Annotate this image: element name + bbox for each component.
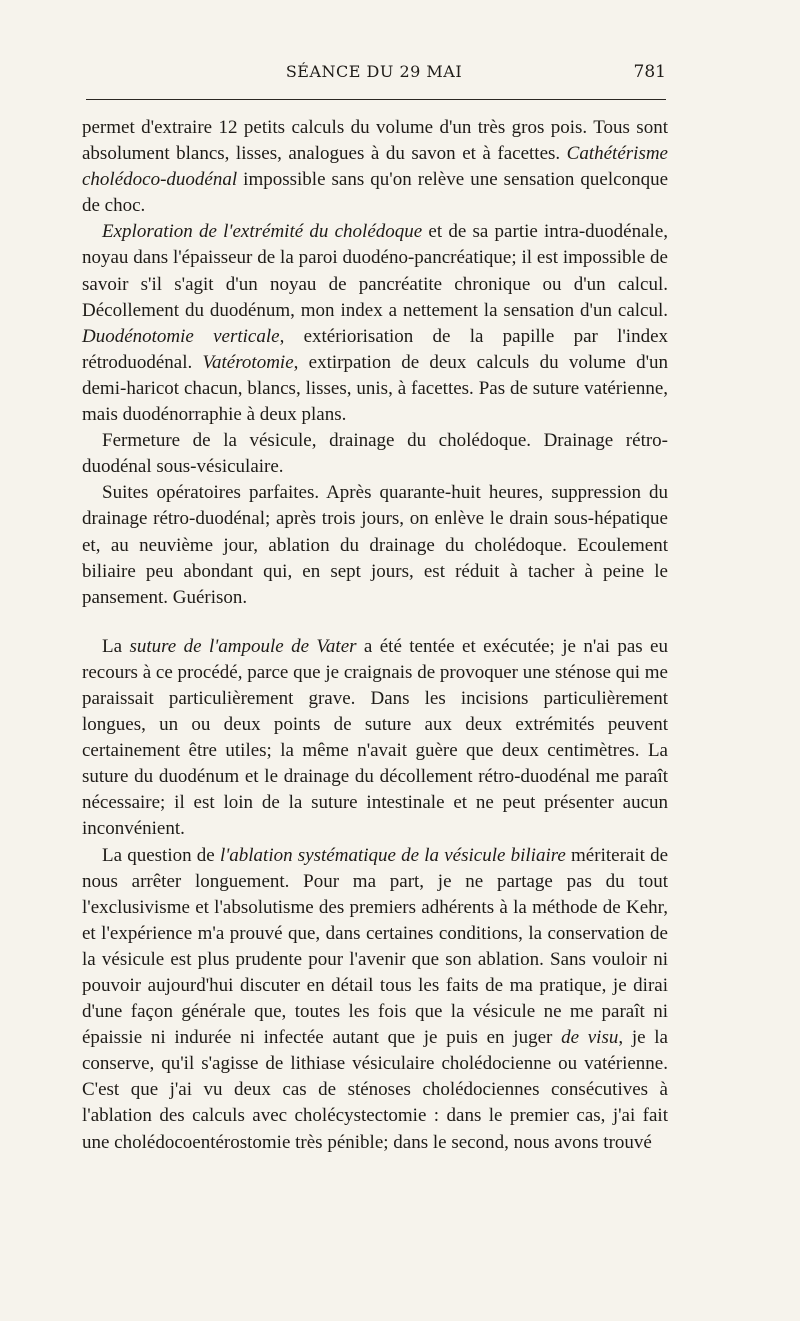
paragraph-2-seg-2: et de sa partie intra-duodénale, noyau dans l'épaisseur de la paroi duodéno-pancréatique; il est impossible de savoir s'il s'agit d'un noyau de pancréatite chronique ou d'un calcul. Décollement du duodénum, mon index a nettement la sensation d'un calcul. <box>82 221 669 321</box>
running-head <box>82 62 666 86</box>
paragraph-6-seg-1: La question de <box>102 844 220 866</box>
paragraph-2-seg-1: Exploration de l'extrémité du cholédoque <box>102 221 423 243</box>
paragraph-6-seg-2: l'ablation systématique de la vésicule biliaire <box>219 844 566 866</box>
running-head-title: SÉANCE DU 29 MAI <box>285 62 463 81</box>
page-number: 781 <box>633 62 666 82</box>
paragraph-2-seg-6: , extirpation de deux calculs du volume d'un demi-haricot chacun, blancs, lisses, unis, à facettes. Pas de suture vatérienne, mais duodénorraphie à deux plans. <box>82 351 668 426</box>
paragraph-4-seg-1: Suites opératoires parfaites. Après quarante-huit heures, suppression du drainage rétro-duodénal; après trois jours, on enlève le drain sous-hépatique et, au neuvième jour, ablation du drainage du cholédoque. Ecoulement biliaire peu abondant qui, en sept jours, est réduit à tacher à peine le pansement. Guérison. <box>82 482 668 608</box>
paragraph-1-seg-2: Cathétérisme cholédoco-duodénal <box>82 143 668 191</box>
paragraph-4 <box>82 480 668 610</box>
paragraph-6-seg-4: de visu <box>561 1027 619 1049</box>
paragraph-3-seg-1: Fermeture de la vésicule, drainage du cholédoque. Drainage rétro-duodénal sous-vésiculaire. <box>82 430 668 478</box>
paragraph-5 <box>82 634 668 843</box>
body-text <box>82 115 668 1156</box>
header-rule <box>86 99 666 100</box>
paragraph-1-seg-1: permet d'extraire 12 petits calculs du volume d'un très gros pois. Tous sont absolument blancs, lisses, analogues à du savon et à facettes. <box>82 117 668 165</box>
paragraph-6-seg-5: , je la conserve, qu'il s'agisse de lithiase vésiculaire cholédocienne ou vatérienne. C'est que j'ai vu deux cas de sténoses cholédociennes consécutives à l'ablation des calculs avec cholécystectomie : dans le premier cas, j'ai fait une cholédocoentérostomie très pénible; dans le second, nous avons trouvé <box>82 1027 668 1153</box>
paragraph-5-seg-1: La <box>102 635 130 657</box>
paragraph-2 <box>82 219 668 428</box>
paragraph-3 <box>82 428 668 480</box>
paragraph-1-seg-3: impossible sans qu'on relève une sensation quelconque de choc. <box>82 169 668 217</box>
paragraph-5-seg-2: suture de l'ampoule de Vater <box>129 635 357 657</box>
paragraph-1 <box>82 115 668 219</box>
paragraph-2-seg-3: Duodénotomie verticale <box>82 325 280 347</box>
paragraph-2-seg-4: , extériorisation de la papille par l'index rétroduodénal. <box>82 325 668 373</box>
paragraph-6 <box>82 843 668 1156</box>
paragraph-2-seg-5: Vatérotomie <box>202 351 294 373</box>
paragraph-5-seg-3: a été tentée et exécutée; je n'ai pas eu recours à ce procédé, parce que je craignais de provoquer une sténose qui me paraissait particulièrement grave. Dans les incisions particulièrement longues, un ou deux points de suture aux deux extrémités peuvent certainement être utiles; la même n'avait guère que deux centimètres. La suture du duodénum et le drainage du décollement rétro-duodénal me paraît nécessaire; il est loin de la suture intestinale et ne peut présenter aucun inconvénient. <box>82 635 668 840</box>
paragraph-6-seg-3: mériterait de nous arrêter longuement. Pour ma part, je ne partage pas du tout l'exclusivisme et l'absolutisme des premiers adhérents à la méthode de Kehr, et l'expérience m'a prouvé que, dans certaines conditions, la conservation de la vésicule est plus prudente pour l'avenir que son ablation. Sans vouloir ni pouvoir aujourd'hui discuter en détail tous les faits de ma pratique, je dirai d'une façon générale que, toutes les fois que la vésicule ne me paraît ni épaissie ni indurée ni infectée autant que je puis en juger <box>82 844 669 1049</box>
